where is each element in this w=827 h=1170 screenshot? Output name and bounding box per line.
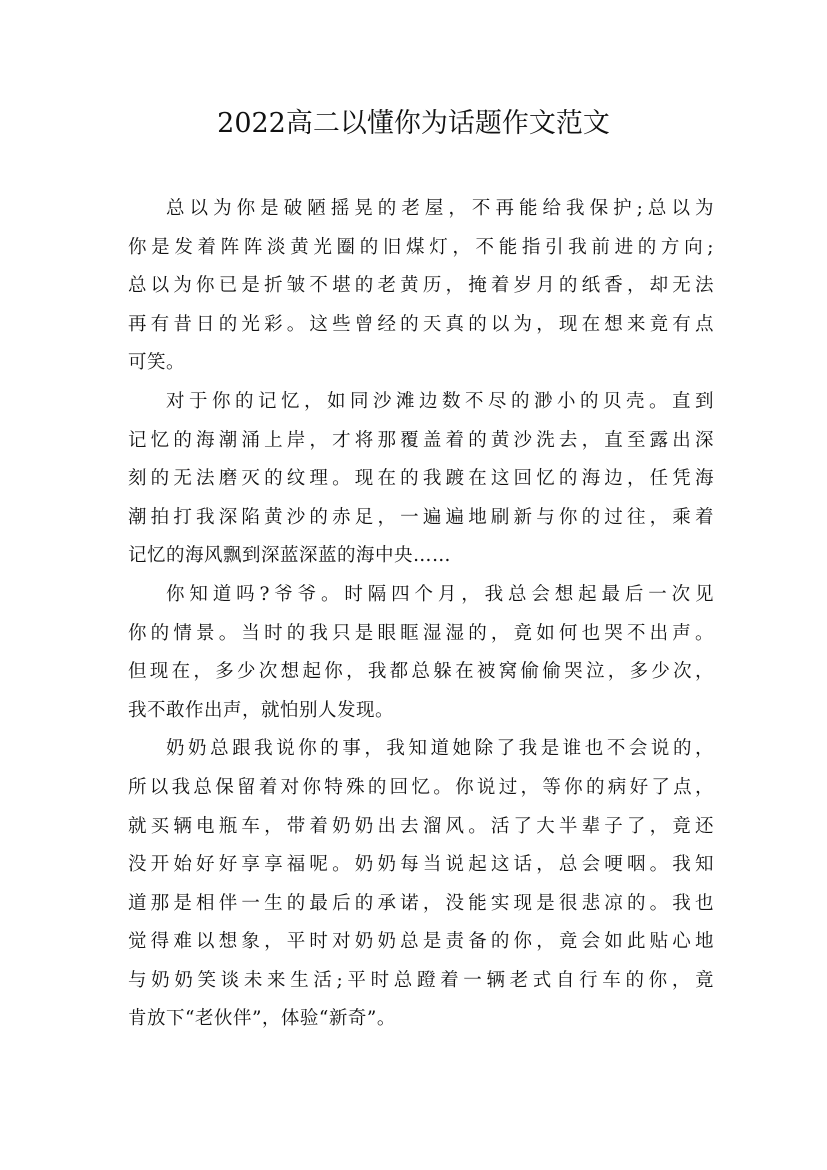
text-line: 道那是相伴一生的最后的承诺，没能实现是很悲凉的。我也 bbox=[128, 892, 714, 914]
text-line: 与奶奶笑谈未来生活;平时总蹬着一辆老式自行车的你，竟 bbox=[128, 969, 714, 991]
paragraph bbox=[128, 190, 714, 383]
document-title: 2022高二以懂你为话题作文范文 bbox=[217, 108, 610, 139]
text-line: 记忆的海潮涌上岸，才将那覆盖着的黄沙洗去，直至露出深 bbox=[128, 429, 714, 451]
text-line: 你是发着阵阵淡黄光圈的旧煤灯，不能指引我前进的方向; bbox=[128, 236, 714, 258]
text-line: 所以我总保留着对你特殊的回忆。你说过，等你的病好了点， bbox=[128, 776, 714, 798]
text-line: 肯放下“老伙伴”，体验“新奇”。 bbox=[128, 1008, 396, 1030]
paragraph bbox=[128, 576, 714, 730]
text-line: 就买辆电瓶车，带着奶奶出去溜风。活了大半辈子了，竟还 bbox=[128, 815, 714, 837]
text-line: 刻的无法磨灭的纹理。现在的我踱在这回忆的海边，任凭海 bbox=[128, 468, 714, 490]
text-line: 总以为你是破陋摇晃的老屋，不再能给我保护;总以为 bbox=[166, 198, 714, 219]
text-line: 记忆的海风飘到深蓝深蓝的海中央…… bbox=[128, 545, 452, 567]
text-line: 潮拍打我深陷黄沙的赤足，一遍遍地刷新与你的过往，乘着 bbox=[128, 506, 714, 528]
text-line: 没开始好好享享福呢。奶奶每当说起这话，总会哽咽。我知 bbox=[128, 854, 714, 876]
text-line: 奶奶总跟我说你的事，我知道她除了我是谁也不会说的， bbox=[166, 738, 714, 760]
text-line: 对于你的记忆，如同沙滩边数不尽的渺小的贝壳。直到 bbox=[166, 390, 714, 412]
text-line: 总以为你已是折皱不堪的老黄历，掩着岁月的纸香，却无法 bbox=[128, 275, 714, 297]
paragraph bbox=[128, 730, 714, 1039]
text-line: 你知道吗?爷爷。时隔四个月，我总会想起最后一次见 bbox=[166, 583, 714, 605]
text-line: 觉得难以想象，平时对奶奶总是责备的你，竟会如此贴心地 bbox=[128, 931, 714, 953]
text-line: 你的情景。当时的我只是眼眶湿湿的，竟如何也哭不出声。 bbox=[128, 622, 714, 644]
text-line: 但现在，多少次想起你，我都总躲在被窝偷偷哭泣，多少次， bbox=[128, 661, 714, 683]
text-line: 可笑。 bbox=[128, 352, 186, 374]
document-body bbox=[128, 190, 714, 1039]
paragraph bbox=[128, 383, 714, 576]
text-line: 再有昔日的光彩。这些曾经的天真的以为，现在想来竟有点 bbox=[128, 313, 714, 335]
text-line: 我不敢作出声，就怕别人发现。 bbox=[128, 699, 395, 721]
